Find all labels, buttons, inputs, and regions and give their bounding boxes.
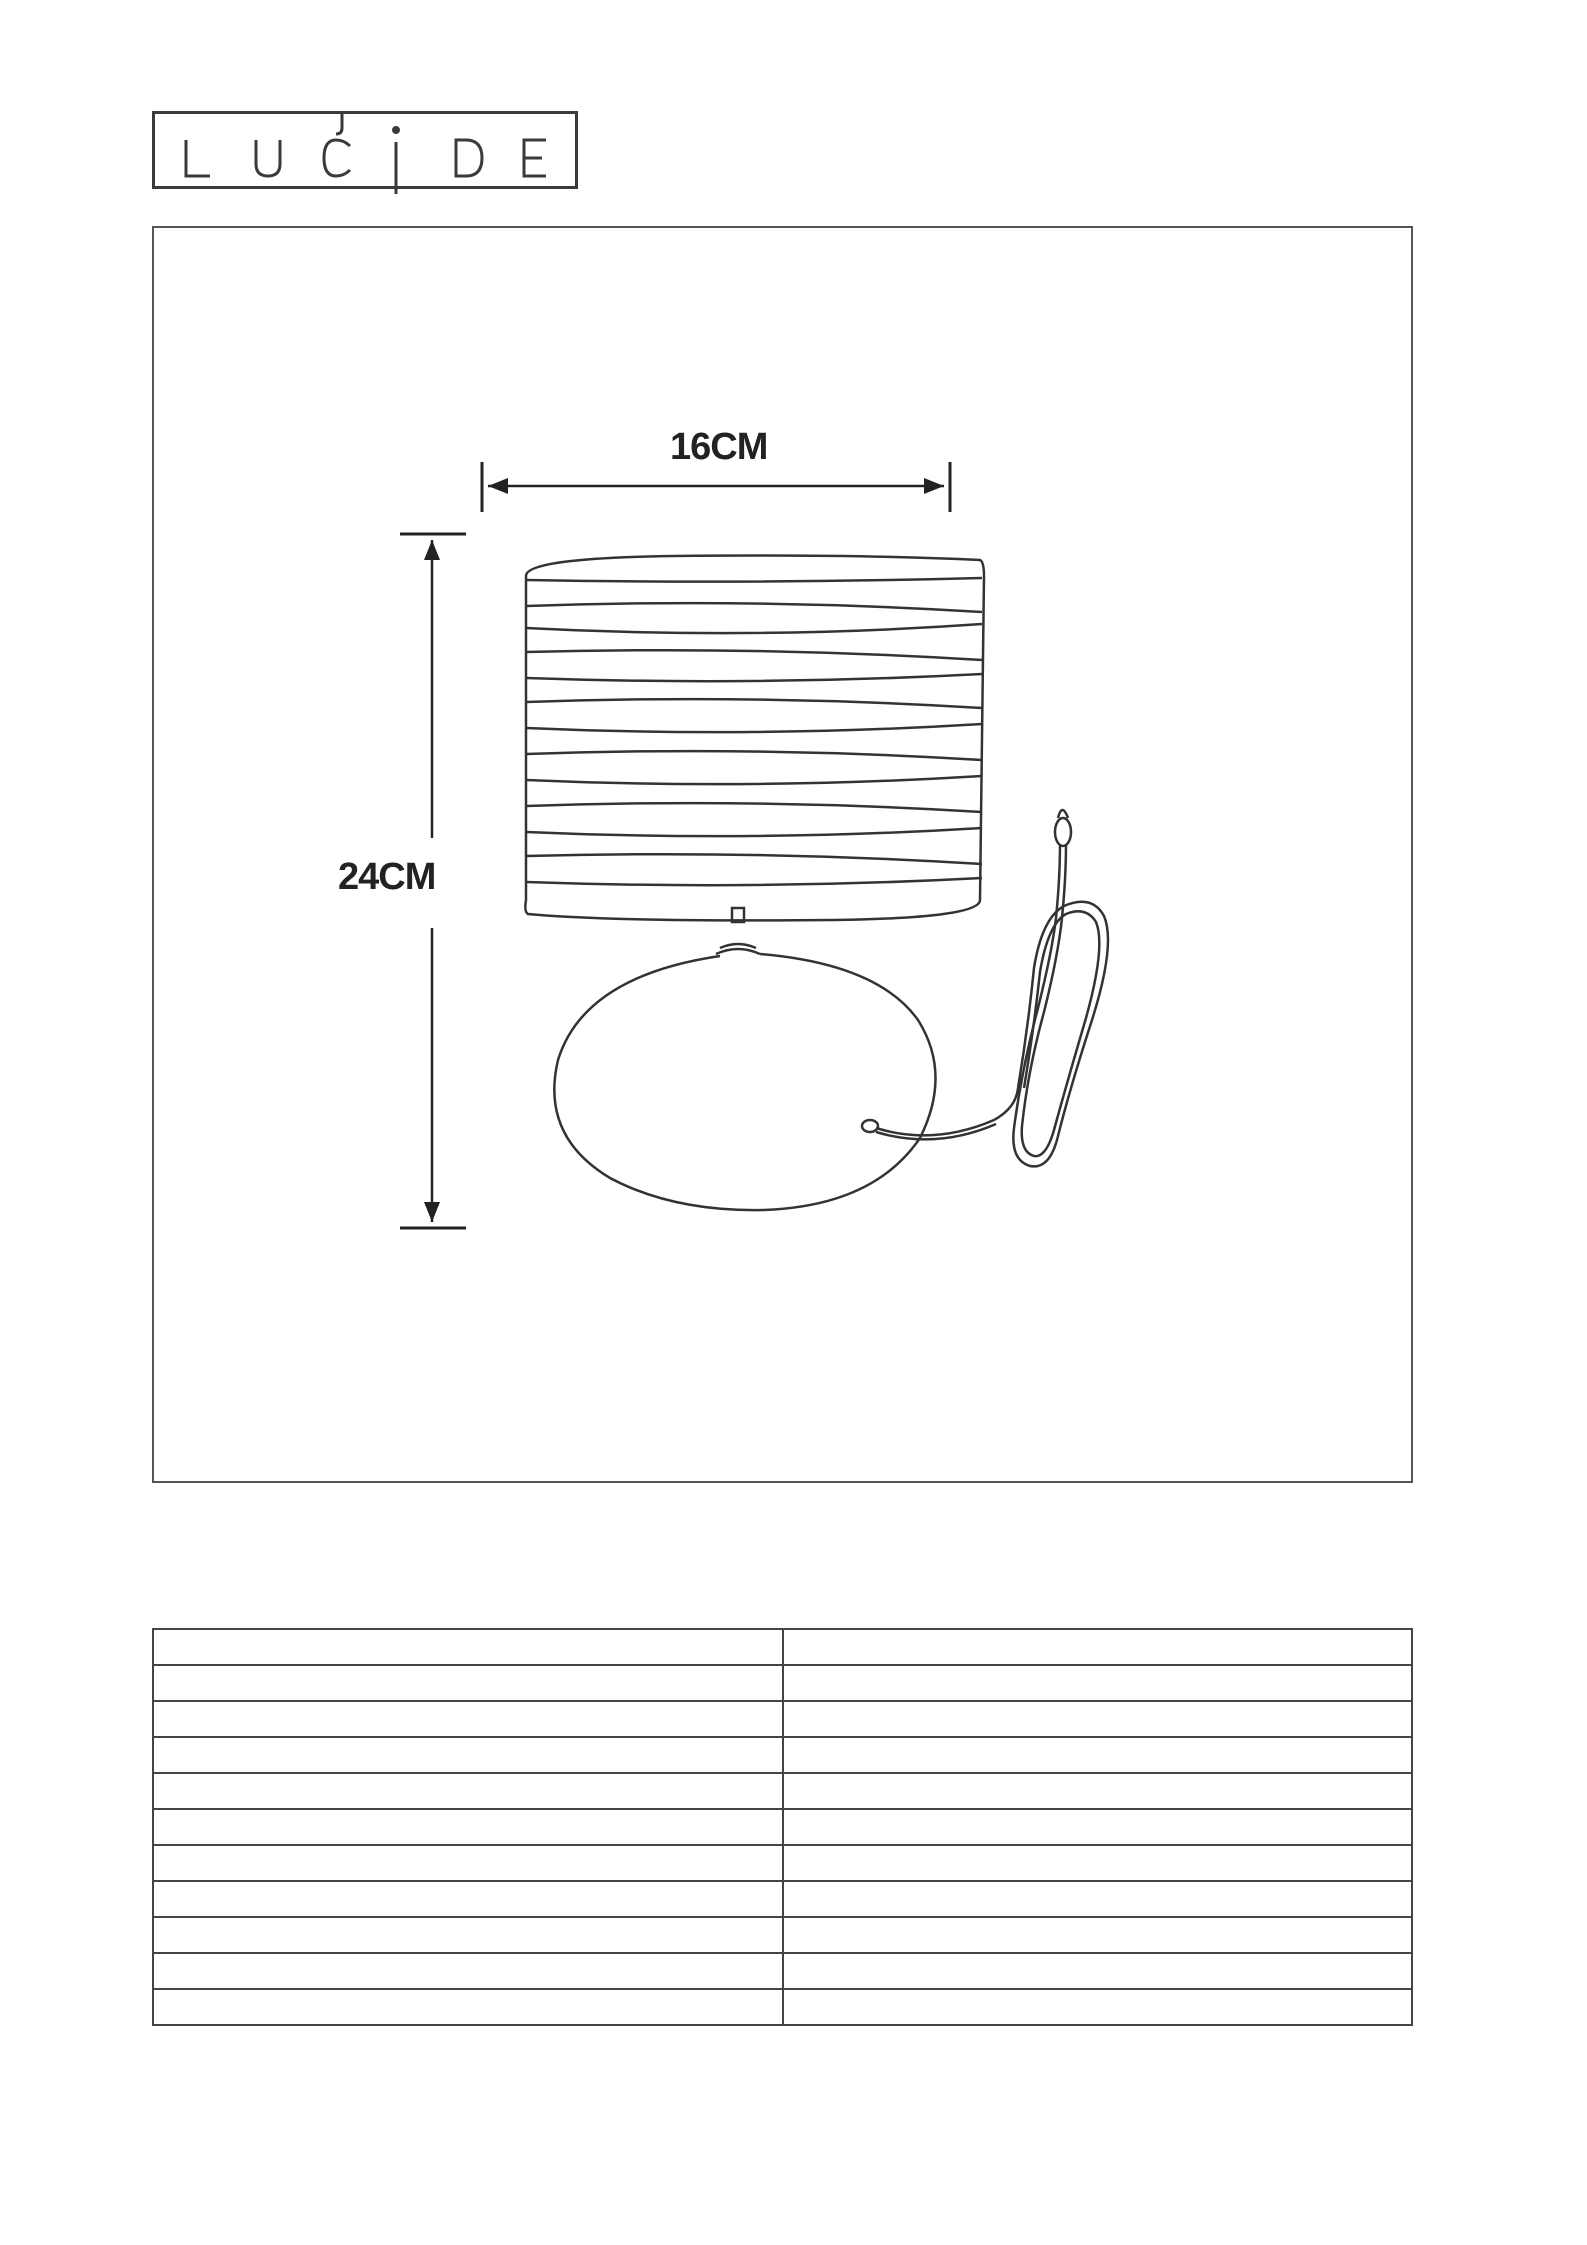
spec-value-cell	[783, 1953, 1413, 1989]
spec-label-cell	[153, 1737, 783, 1773]
table-row	[153, 1629, 1412, 1665]
table-row	[153, 1737, 1412, 1773]
spec-label-cell	[153, 1881, 783, 1917]
spec-value-cell	[783, 1917, 1413, 1953]
spec-label-cell	[153, 1701, 783, 1737]
power-cord	[862, 810, 1108, 1166]
table-row	[153, 1809, 1412, 1845]
spec-value-cell	[783, 1881, 1413, 1917]
spec-table-body	[153, 1629, 1412, 2025]
spec-label-cell	[153, 1989, 783, 2025]
spec-label-cell	[153, 1953, 783, 1989]
height-dimension-label: 24CM	[338, 856, 436, 898]
spec-value-cell	[783, 1701, 1413, 1737]
table-row	[153, 1881, 1412, 1917]
table-row	[153, 1845, 1412, 1881]
table-row	[153, 1989, 1412, 2025]
table-row	[153, 1701, 1412, 1737]
spec-value-cell	[783, 1665, 1413, 1701]
lamp-shade	[525, 556, 984, 921]
spec-label-cell	[153, 1629, 783, 1665]
width-dimension	[482, 462, 950, 512]
spec-label-cell	[153, 1773, 783, 1809]
spec-value-cell	[783, 1809, 1413, 1845]
spec-value-cell	[783, 1629, 1413, 1665]
table-row	[153, 1953, 1412, 1989]
technical-drawing	[152, 226, 1413, 1483]
table-row	[153, 1665, 1412, 1701]
spec-table	[152, 1628, 1413, 2026]
spec-value-cell	[783, 1773, 1413, 1809]
lamp-neck	[716, 908, 760, 954]
logo-lettering-icon	[152, 102, 584, 202]
table-row	[153, 1917, 1412, 1953]
spec-label-cell	[153, 1665, 783, 1701]
table-row	[153, 1773, 1412, 1809]
spec-label-cell	[153, 1917, 783, 1953]
brand-logo	[152, 111, 578, 189]
lamp-base	[554, 954, 935, 1210]
width-dimension-label: 16CM	[670, 426, 768, 468]
spec-value-cell	[783, 1845, 1413, 1881]
spec-label-cell	[153, 1809, 783, 1845]
spec-value-cell	[783, 1989, 1413, 2025]
spec-value-cell	[783, 1737, 1413, 1773]
spec-label-cell	[153, 1845, 783, 1881]
